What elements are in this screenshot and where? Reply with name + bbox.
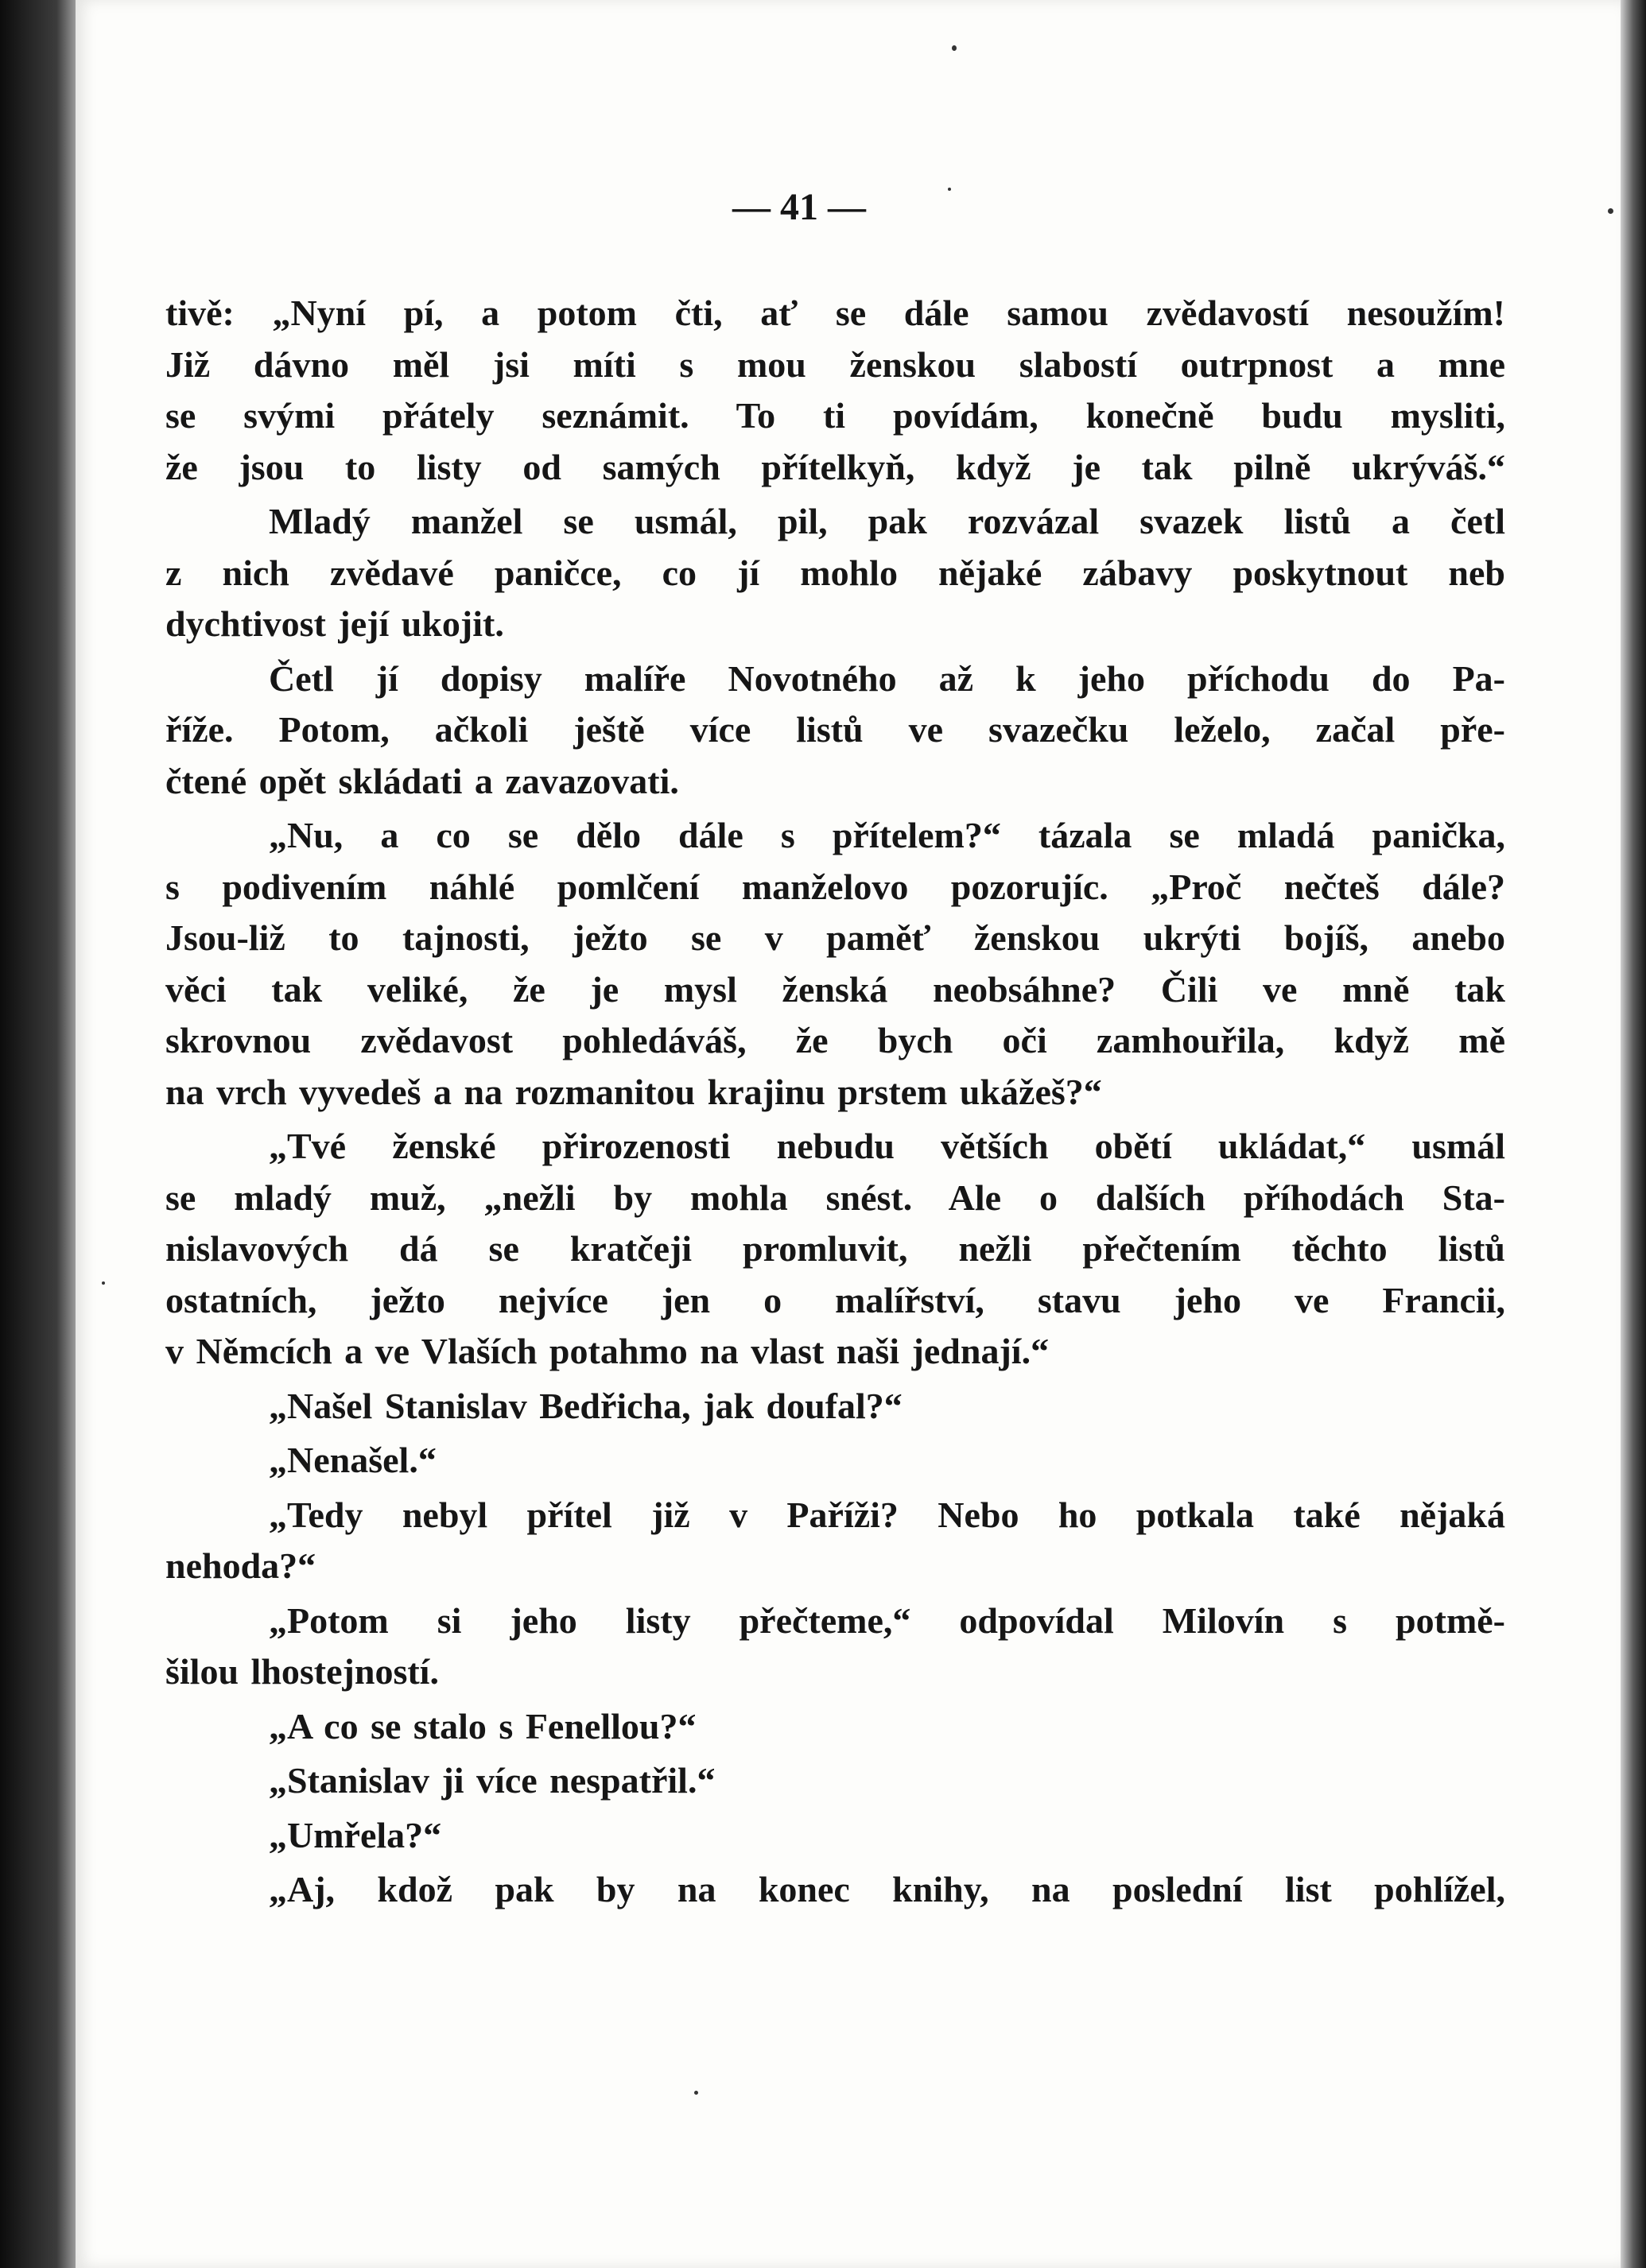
text-line: věci tak veliké, že je mysl ženská neobsáhne? Čili ve mně tak: [165, 968, 1505, 1010]
text-line: Již dávno měl jsi míti s mou ženskou slabostí outrpnost a mne: [165, 343, 1505, 385]
page-number: — 41 —: [732, 186, 866, 228]
text-line: se mladý muž, „nežli by mohla snést. Ale o dalších příhodách Sta-: [165, 1177, 1505, 1218]
text-line: říže. Potom, ačkoli ještě více listů ve svazečku leželo, začal pře-: [165, 709, 1505, 750]
text-line: čtené opět skládati a zavazovati.: [165, 760, 679, 801]
text-line: v Němcích a ve Vlaších potahmo na vlast naši jednají.“: [165, 1331, 1050, 1371]
scan-speck: [694, 2091, 698, 2095]
text-line: že jsou to listy od samých přítelkyň, když je tak pilně ukrýváš.“: [165, 446, 1505, 487]
text-line: „Nu, a co se dělo dále s přítelem?“ tázala se mladá panička,: [269, 815, 1505, 855]
text-line: „Tvé ženské přirozenosti nebudu větších obětí ukládat,“ usmál: [269, 1126, 1505, 1166]
book-page: [76, 0, 1621, 2268]
text-line: „Umřela?“: [269, 1814, 442, 1855]
text-line: dychtivost její ukojit.: [165, 603, 504, 644]
scan-speck: [102, 1281, 105, 1285]
text-line: Mladý manžel se usmál, pil, pak rozvázal svazek listů a četl: [269, 501, 1505, 541]
text-line: s podivením náhlé pomlčení manželovo pozorujíc. „Proč nečteš dále?: [165, 866, 1505, 907]
text-line: „Nenašel.“: [269, 1440, 437, 1480]
text-line: tivě: „Nyní pí, a potom čti, ať se dále samou zvědavostí nesoužím!: [165, 293, 1505, 333]
body-text: [165, 288, 1505, 1916]
text-line: „Stanislav ji více nespatřil.“: [269, 1760, 716, 1801]
text-line: na vrch vyvedeš a na rozmanitou krajinu prstem ukážeš?“: [165, 1071, 1102, 1112]
text-line: nislavových dá se kratčeji promluvit, nežli přečtením těchto listů: [165, 1228, 1505, 1269]
text-line: nehoda?“: [165, 1545, 316, 1586]
scan-speck: [1608, 208, 1613, 214]
scan-right-edge: [1621, 0, 1646, 2268]
text-line: „Tedy nebyl přítel již v Paříži? Nebo ho potkala také nějaká: [269, 1494, 1505, 1535]
text-line: „A co se stalo s Fenellou?“: [269, 1705, 697, 1747]
text-line: z nich zvědavé paničce, co jí mohlo nějaké zábavy poskytnout neb: [165, 552, 1505, 593]
text-line: „Aj, kdož pak by na konec knihy, na poslední list pohlížel,: [269, 1869, 1505, 1909]
scan-left-edge: [0, 0, 76, 2268]
text-line: šilou lhostejností.: [165, 1651, 439, 1692]
text-line: „Našel Stanislav Bedřicha, jak doufal?“: [269, 1385, 903, 1426]
scan-speck: [952, 45, 957, 51]
text-line: Jsou-liž to tajnosti, ježto se v paměť ženskou ukrýti bojíš, anebo: [165, 917, 1505, 958]
text-line: se svými přátely seznámit. To ti povídám, konečně budu mysliti,: [165, 395, 1505, 436]
text-line: Četl jí dopisy malíře Novotného až k jeho příchodu do Pa-: [269, 657, 1505, 699]
text-line: ostatních, ježto nejvíce jen o malířství, stavu jeho ve Francii,: [165, 1279, 1505, 1320]
scan-speck: [948, 188, 951, 191]
text-line: skrovnou zvědavost pohledáváš, že bych oči zamhouřila, když mě: [165, 1020, 1505, 1060]
text-line: „Potom si jeho listy přečteme,“ odpovídal Milovín s potmě-: [269, 1599, 1505, 1641]
